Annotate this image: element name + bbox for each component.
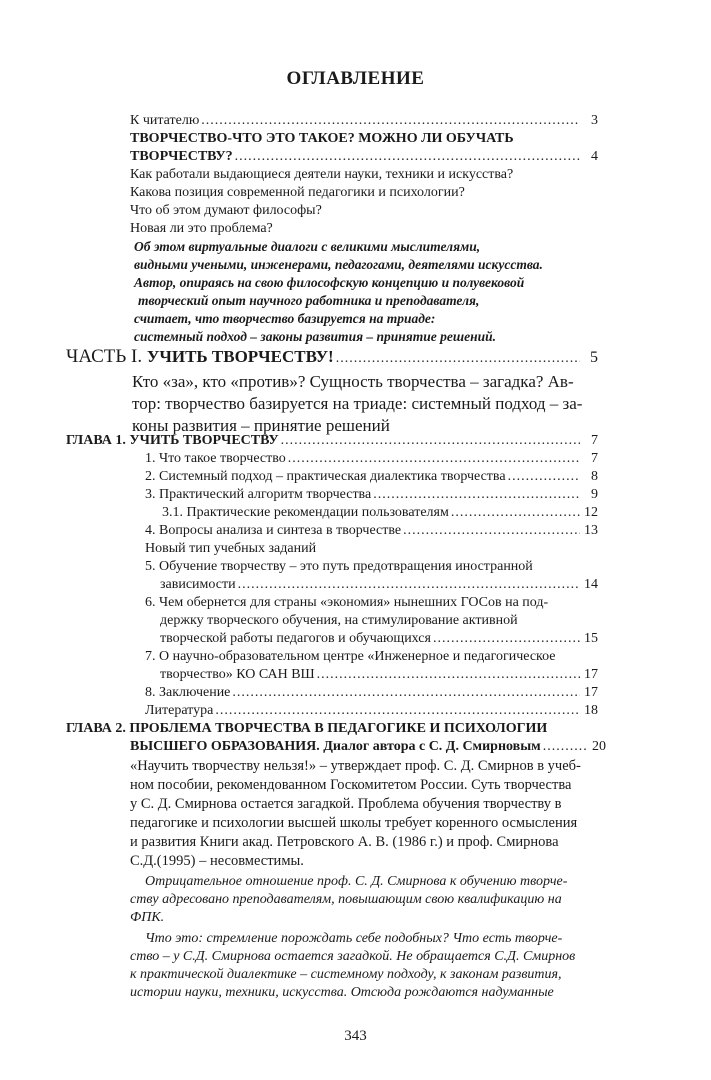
leader-dots [232, 684, 580, 702]
toc-entry-literature[interactable] [145, 702, 598, 720]
toc-entry-chapter2[interactable] [130, 738, 606, 756]
intro-italic-line: Об этом виртуальные диалоги с великими мыслителями, [134, 239, 481, 254]
question-line: Какова позиция современной педагогики и психологии? [130, 185, 465, 200]
leader-dots [281, 432, 580, 450]
question-line: Новая ли это проблема? [130, 221, 273, 236]
question-line: Что об этом думают философы? [130, 203, 322, 218]
toc-label: 8. Заключение [145, 685, 231, 700]
leader-dots [201, 112, 580, 130]
toc-page: 3 [591, 113, 598, 128]
toc-label: К читателю [130, 113, 200, 128]
intro-italic-line: Автор, опираясь на свою философскую концепцию и полувековой [134, 275, 525, 290]
toc-page: 20 [592, 739, 606, 754]
chapter2-italic-line: к практической диалектике – системному подходу, к законам развития, [130, 967, 562, 982]
toc-label: Литература [145, 703, 214, 718]
chapter2-italic-line: ФПК. [130, 910, 165, 925]
toc-label: 4. Вопросы анализа и синтеза в творчестве [145, 523, 402, 538]
toc-entry-5-line1: 5. Обучение творчеству – это путь предотвращения иностранной [145, 559, 533, 574]
toc-page: 14 [584, 577, 598, 592]
toc-entry-3-1[interactable] [162, 504, 598, 522]
chapter2-text-line: «Научить творчеству нельзя!» – утверждает проф. С. Д. Смирнов в учеб- [130, 758, 581, 774]
intro-italic-line: системный подход – законы развития – принятие решений. [134, 329, 496, 344]
toc-entry-3[interactable] [145, 486, 598, 504]
toc-page: 8 [591, 469, 598, 484]
chapter2-text-line: и развития Книги акад. Петровского А. В. (1986 г.) и проф. Смирнова [130, 834, 559, 850]
toc-entry-to-reader[interactable] [130, 112, 598, 130]
toc-entry-chapter1[interactable] [66, 432, 598, 450]
toc-page: 5 [590, 349, 598, 366]
toc-entry-chapter2-line1: ГЛАВА 2. ПРОБЛЕМА ТВОРЧЕСТВА В ПЕДАГОГИКЕ И ПСИХОЛОГИИ [66, 721, 548, 736]
toc-entry-1[interactable] [145, 450, 598, 468]
leader-dots [451, 504, 580, 522]
intro-italic-line: видными учеными, инженерами, педагогами, деятелями искусства. [134, 257, 543, 272]
toc-page: 17 [584, 667, 598, 682]
leader-dots [433, 630, 580, 648]
chapter2-italic-line: Отрицательное отношение проф. С. Д. Смирнова к обучению творче- [145, 874, 568, 889]
leader-dots [403, 522, 580, 540]
toc-page: 15 [584, 631, 598, 646]
toc-page: 12 [584, 505, 598, 520]
toc-entry-4[interactable] [145, 522, 598, 540]
intro-italic-line: творческий опыт научного работника и преподавателя, [138, 293, 480, 308]
leader-dots [238, 576, 580, 594]
leader-dots [336, 348, 580, 370]
toc-page: 18 [584, 703, 598, 718]
toc-entry-7[interactable] [160, 666, 598, 684]
toc-label: ГЛАВА 1. УЧИТЬ ТВОРЧЕСТВУ [66, 433, 279, 448]
toc-page: 7 [591, 451, 598, 466]
toc-label [66, 346, 334, 368]
chapter2-text-line: у С. Д. Смирнова остается загадкой. Проблема обучения творчеству в [130, 796, 562, 812]
toc-entry-7-line1: 7. О научно-образовательном центре «Инженерное и педагогическое [145, 649, 556, 664]
chapter2-text-line: С.Д.(1995) – несовместимы. [130, 853, 304, 869]
toc-entry-5[interactable] [160, 576, 598, 594]
toc-entry-8[interactable] [145, 684, 598, 702]
part-description-line: тор: творчество базируется на триаде: системный подход – за- [132, 394, 583, 413]
part-label: ЧАСТЬ I. [66, 346, 147, 367]
toc-label: 3.1. Практические рекомендации пользователям [162, 505, 449, 520]
toc-label: 3. Практический алгоритм творчества [145, 487, 372, 502]
toc-entry-creativity-line1: ТВОРЧЕСТВО-ЧТО ЭТО ТАКОЕ? МОЖНО ЛИ ОБУЧАТЬ [130, 131, 514, 146]
toc-label: 2. Системный подход – практическая диалектика творчества [145, 469, 506, 484]
leader-dots [235, 148, 580, 166]
toc-label: ТВОРЧЕСТВУ? [130, 149, 233, 164]
toc-label: 1. Что такое творчество [145, 451, 286, 466]
leader-dots [373, 486, 580, 504]
toc-page: 17 [584, 685, 598, 700]
intro-italic-line: считает, что творчество базируется на триаде: [134, 311, 436, 326]
chapter2-italic-line: ство – у С.Д. Смирнова остается загадкой. Не обращается С.Д. Смирнов [130, 949, 576, 964]
page-number: 343 [344, 1028, 367, 1044]
chapter2-italic-line: ству адресовано преподавателям, повышающим свою квалификацию на [130, 892, 562, 907]
toc-page: 9 [591, 487, 598, 502]
toc-entry-6-line2: держку творческого обучения, на стимулирование активной [160, 613, 518, 628]
chapter2-italic-line: Что это: стремление порождать себе подобных? Что есть творче- [145, 931, 563, 946]
toc-entry-6-line1: 6. Чем обернется для страны «экономия» нынешних ГОСов на под- [145, 595, 549, 610]
chapter2-italic-line: истории науки, техники, искусства. Отсюда рождаются надуманные [130, 985, 554, 1000]
leader-dots [288, 450, 580, 468]
chapter2-text-line: ном пособии, рекомендованном Госкомитетом России. Суть творчества [130, 777, 572, 793]
question-line: Как работали выдающиеся деятели науки, техники и искусства? [130, 167, 514, 182]
toc-page: 7 [591, 433, 598, 448]
toc-label: творчество» КО САН ВШ [160, 667, 315, 682]
leader-dots [543, 738, 588, 756]
leader-dots [508, 468, 580, 486]
toc-label: ВЫСШЕГО ОБРАЗОВАНИЯ. Диалог автора с С. Д. Смирновым [130, 739, 541, 754]
toc-entry-part1[interactable] [66, 346, 598, 370]
toc-entry-6[interactable] [160, 630, 598, 648]
toc-entry-2[interactable] [145, 468, 598, 486]
page-title: ОГЛАВЛЕНИЕ [286, 68, 425, 89]
toc-page: 13 [584, 523, 598, 538]
toc-label: творческой работы педагогов и обучающихся [160, 631, 431, 646]
chapter2-text-line: педагогике и психологии высшей школы требует коренного осмысления [130, 815, 578, 831]
part-description-line: Кто «за», кто «против»? Сущность творчества – загадка? Ав- [132, 372, 574, 391]
part-description-line: коны развития – принятие решений [132, 416, 390, 435]
leader-dots [215, 702, 580, 720]
leader-dots [317, 666, 580, 684]
toc-entry-creativity[interactable] [130, 148, 598, 166]
part-title: УЧИТЬ ТВОРЧЕСТВУ! [146, 347, 334, 366]
toc-subline: Новый тип учебных заданий [145, 541, 317, 556]
toc-page: 4 [591, 149, 598, 164]
toc-label: зависимости [160, 577, 236, 592]
